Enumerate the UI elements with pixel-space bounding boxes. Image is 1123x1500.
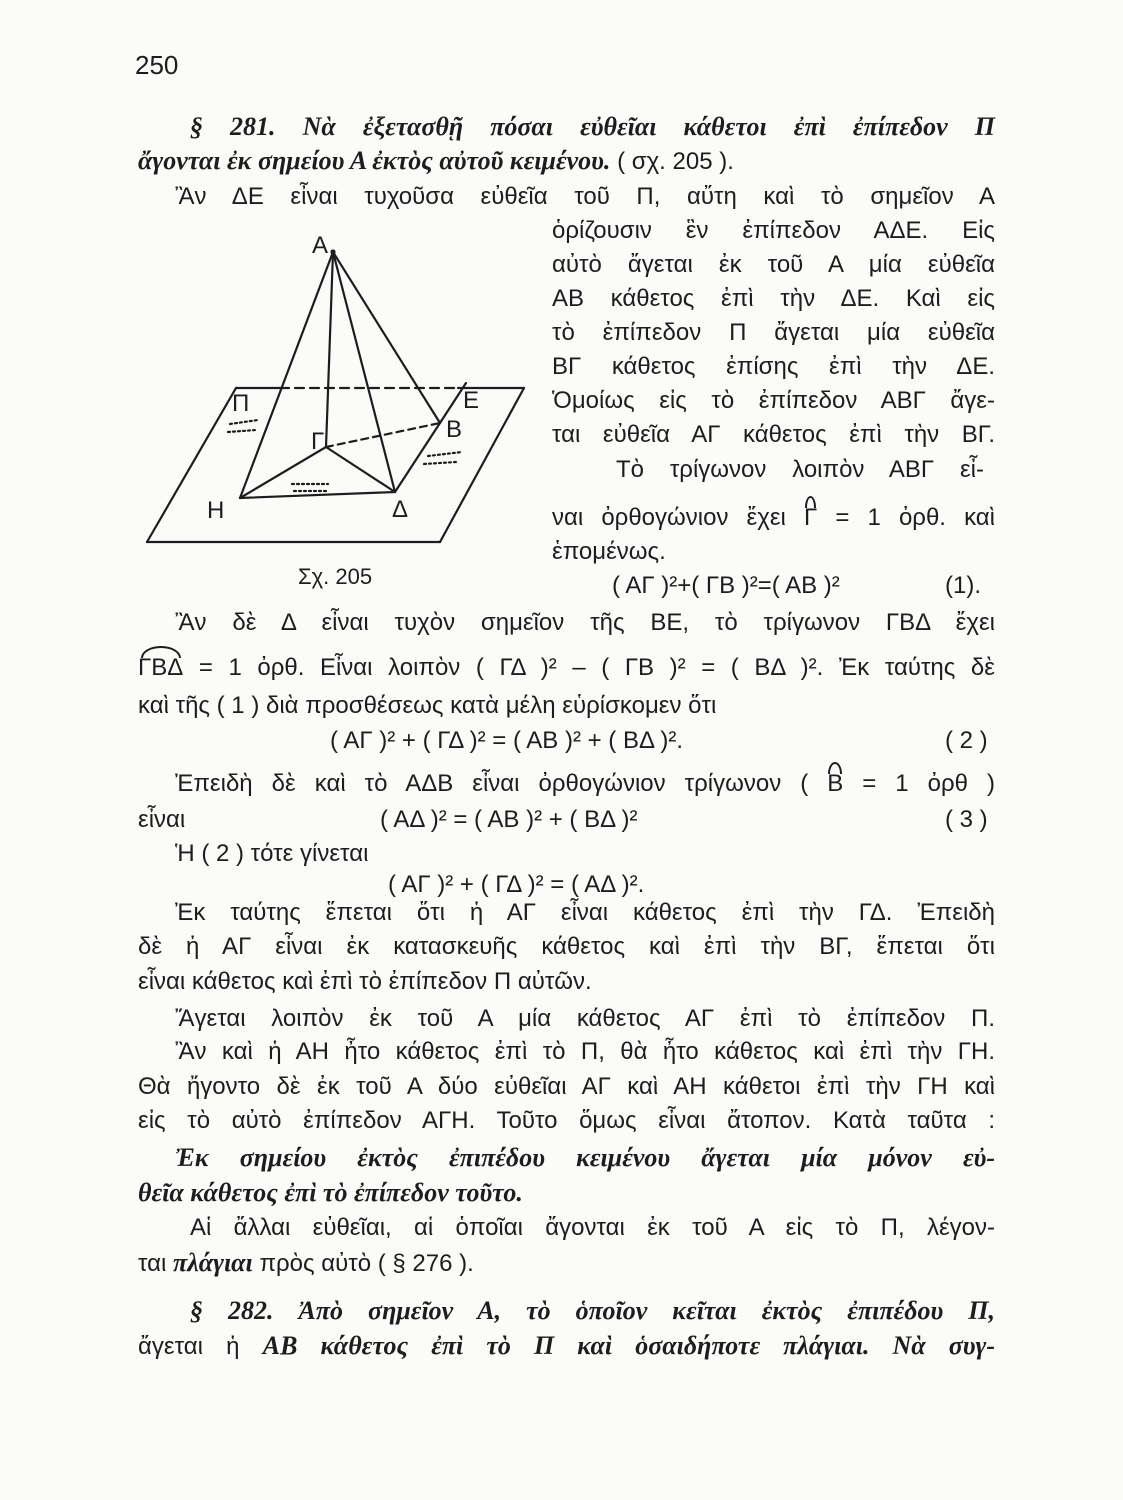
- side-line: ΒΓ κάθετος ἐπίσης ἐπὶ τὴν ΔΕ.: [552, 353, 995, 380]
- point-A: [330, 249, 335, 254]
- body-line: Ἡ ( 2 ) τότε γίνεται: [175, 840, 369, 867]
- theorem-line-2: θεῖα κάθετος ἐπὶ τὸ ἐπίπεδον τοῦτο.: [138, 1178, 523, 1207]
- body-line: Ἐκ ταύτης ἕπεται ὅτι ἡ ΑΓ εἶναι κάθετος ἐπὶ τὴν ΓΔ. Ἐπειδὴ: [175, 899, 995, 926]
- side-line: ται εὐθεῖα ΑΓ κάθετος ἐπὶ τὴν ΒΓ.: [552, 421, 995, 448]
- side-last-line: ἑπομένως.: [552, 538, 666, 565]
- body-line: Ἂν καὶ ἡ ΑΗ ἦτο κάθετος ἐπὶ τὸ Π, θὰ ἦτο κάθετος καὶ ἐπὶ τὴν ΓΗ.: [175, 1038, 995, 1065]
- page-number: 250: [135, 50, 179, 80]
- section-282-plain: ἄγεται ἡ: [138, 1333, 263, 1360]
- segment-HD: [240, 492, 395, 498]
- body-before: ται: [138, 1250, 174, 1277]
- segment-AH: [240, 252, 333, 498]
- body-line: Ἄγεται λοιπὸν ἐκ τοῦ Α μία κάθετος ΑΓ ἐπὶ τὸ ἐπίπεδον Π.: [175, 1005, 995, 1032]
- side-line: ΑΒ κάθετος ἐπὶ τὴν ΔΕ. Καὶ εἰς: [552, 285, 995, 312]
- angle-GBD: ΓΒΔ: [138, 651, 183, 685]
- body-line: Θὰ ἤγοντο δὲ ἐκ τοῦ Α δύο εὐθεῖαι ΑΓ καὶ ΑΗ κάθετοι ἐπὶ τὴν ΓΗ καὶ: [138, 1073, 995, 1100]
- segment-AB: [333, 252, 440, 423]
- equation-3: ( ΑΔ )² = ( ΑΒ )² + ( ΒΔ )²: [380, 806, 638, 833]
- side-line: Τὸ τρίγωνον λοιπὸν ΑΒΓ εἶ-: [616, 456, 984, 483]
- section-281-title-line-1: § 281. Νὰ ἐξετασθῇ πόσαι εὐθεῖαι κάθετοι ἐπὶ ἐπίπεδον Π: [190, 112, 995, 141]
- body-angle-before: Ἐπειδὴ δὲ καὶ τὸ ΑΔΒ εἶναι ὀρθογώνιον τρίγωνον (: [175, 770, 828, 797]
- shading-mark: [424, 462, 456, 464]
- label-P: Π: [232, 390, 250, 417]
- side-line: αὐτὸ ἄγεται ἐκ τοῦ Α μία εὐθεῖα: [552, 251, 995, 278]
- body-line: δὲ ἡ ΑΓ εἶναι ἐκ κατασκευῆς κάθετος καὶ ἐπὶ τὴν ΒΓ, ἕπεται ὅτι: [138, 933, 995, 960]
- term-oblique: πλάγιαι: [173, 1248, 253, 1277]
- body-angle-line: [138, 651, 995, 685]
- side-angle-line: [552, 501, 995, 535]
- label-B: Β: [446, 416, 463, 443]
- section-281-title-line-2: [138, 144, 734, 178]
- section-282-bold: ΑΒ κάθετος ἐπὶ τὸ Π καὶ ὁσαιδήποτε πλάγιαι. Νὰ συγ-: [262, 1331, 995, 1360]
- plane-shading-marks: [228, 420, 462, 491]
- equation-2-label: ( 2 ): [945, 727, 988, 754]
- segment-AD: [333, 252, 395, 492]
- section-282-title-line-2: [138, 1329, 995, 1363]
- body-angle-line: [175, 767, 995, 801]
- plane-edge-right: [440, 388, 524, 542]
- body-angle-after: = 1 ὀρθ. Εἶναι λοιπὸν ( ΓΔ )² – ( ΓΒ )² = ( ΒΔ )². Ἐκ ταύτης δὲ: [183, 654, 995, 681]
- equation-1-label: (1).: [945, 572, 981, 599]
- label-E: Ε: [463, 387, 480, 414]
- segment-AG: [326, 252, 333, 447]
- angle-B: Β: [827, 767, 843, 801]
- label-G: Γ: [311, 428, 325, 455]
- body-after: πρὸς αὐτὸ ( § 276 ).: [252, 1250, 474, 1277]
- side-line: Ὁμοίως εἰς τὸ ἐπίπεδον ΑΒΓ ἄγε-: [552, 387, 995, 414]
- side-line: ὁρίζουσιν ἓν ἐπίπεδον ΑΔΕ. Εἰς: [552, 217, 995, 244]
- side-line: τὸ ἐπίπεδον Π ἄγεται μία εὐθεῖα: [552, 319, 995, 346]
- side-angle-before: ναι ὀρθογώνιον ἔχει: [552, 504, 805, 531]
- intro-line: Ἂν ΔΕ εἶναι τυχοῦσα εὐθεῖα τοῦ Π, αὔτη καὶ τὸ σημεῖον Α: [175, 183, 995, 210]
- body-line: εἶναι κάθετος καὶ ἐπὶ τὸ ἐπίπεδον Π αὐτῶν.: [138, 968, 592, 995]
- label-A: Α: [312, 232, 329, 259]
- figure-reference: ( σχ. 205 ).: [610, 148, 734, 175]
- equation-2: ( ΑΓ )² + ( ΓΔ )² = ( ΑΒ )² + ( ΒΔ )².: [330, 727, 684, 754]
- section-282-title-line-1: § 282. Ἀπὸ σημεῖον Α, τὸ ὁποῖον κεῖται ἐκτὸς ἐπιπέδου Π,: [190, 1296, 995, 1325]
- equation-1: ( ΑΓ )²+( ΓΒ )²=( ΑΒ )²: [612, 572, 840, 599]
- shading-mark: [228, 430, 256, 432]
- figure-205: [140, 225, 540, 555]
- shading-mark: [428, 452, 462, 456]
- theorem-line-1: Ἐκ σημείου ἐκτὸς ἐπιπέδου κειμένου ἄγεται μία μόνον εὐ-: [175, 1143, 995, 1172]
- body-angle-after: = 1 ὀρθ ): [843, 770, 996, 797]
- body-line: Ἂν δὲ Δ εἶναι τυχὸν σημεῖον τῆς ΒΕ, τὸ τρίγωνον ΓΒΔ ἔχει: [175, 609, 995, 636]
- equation-3-lead: εἶναι: [138, 806, 186, 833]
- label-D: Δ: [392, 496, 409, 523]
- figure-caption: Σχ. 205: [298, 564, 373, 589]
- body-line: Αἱ ἄλλαι εὐθεῖαι, αἱ ὁποῖαι ἄγονται ἐκ τοῦ Α εἰς τὸ Π, λέγον-: [190, 1214, 995, 1241]
- label-H: Η: [207, 497, 225, 524]
- shading-mark: [230, 420, 258, 424]
- body-line-oblique: [138, 1246, 474, 1280]
- body-line: καὶ τῆς ( 1 ) διὰ προσθέσεως κατὰ μέλη εὑρίσκομεν ὅτι: [138, 692, 717, 719]
- angle-gamma: Γ: [804, 501, 817, 535]
- body-line: εἰς τὸ αὐτὸ ἐπίπεδον ΑΓΗ. Τοῦτο ὅμως εἶναι ἄτοπον. Κατὰ ταῦτα :: [138, 1107, 995, 1134]
- equation-3-label: ( 3 ): [945, 806, 988, 833]
- side-angle-after: = 1 ὀρθ. καὶ: [817, 504, 996, 531]
- equation-4: ( ΑΓ )² + ( ΓΔ )² = ( ΑΔ )².: [388, 871, 645, 898]
- section-281-title-text: ἄγονται ἐκ σημείου Α ἐκτὸς αὐτοῦ κειμένου.: [138, 146, 611, 175]
